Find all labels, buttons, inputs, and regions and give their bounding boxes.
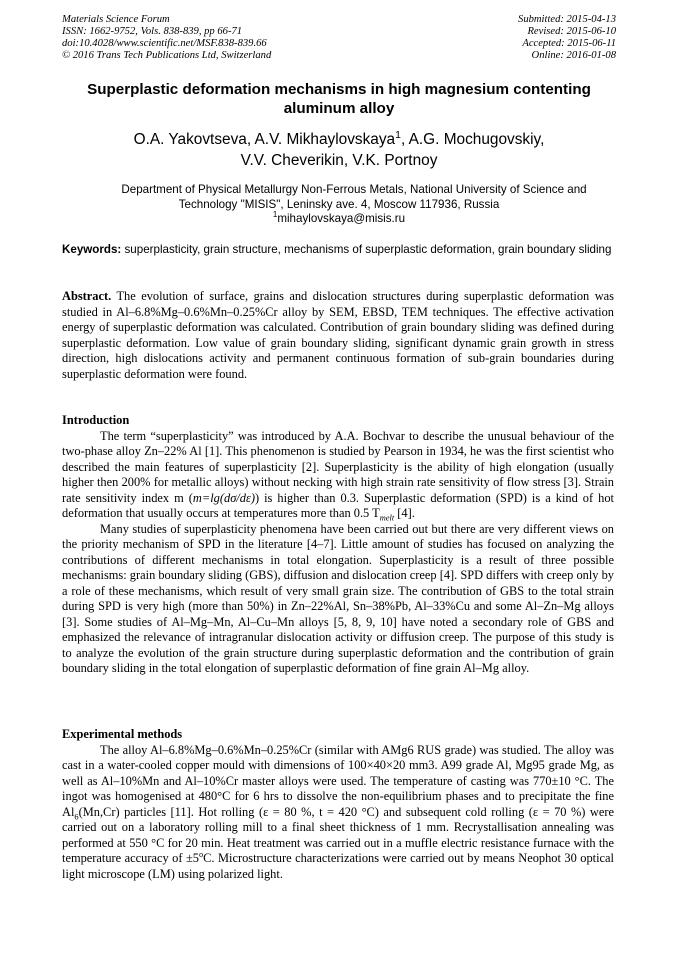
methods-section — [62, 727, 614, 882]
abstract-text: The evolution of surface, grains and dislocation structures during superplastic deformation was studied in Al–6.8%Mg–0.6%Mn–0.25%Cr alloy by SEM, EBSD, TEM techniques. The effective activation energy of superplastic deformation was calculated. Contribution of grain boundary sliding was defined during superplastic deformation. Low value of grain boundary sliding, significant dynamic grain growth in stress direction, high dislocations activity and permanent continuous formation of sub-grain boundaries during superplastic deformation were found. — [62, 289, 614, 381]
journal-name: Materials Science Forum — [62, 14, 170, 25]
email-affiliation-mark: 1 — [272, 210, 278, 220]
title-line-1: Superplastic deformation mechanisms in high magnesium contenting — [87, 81, 591, 98]
journal-info — [62, 14, 271, 62]
intro-p1-text-b: ) is higher than 0.3. Superplastic deformation (SPD) is a kind of hot deformation that usually occurs at temperatures more than 0.5 T — [62, 490, 614, 520]
affiliation — [62, 183, 616, 227]
introduction-paragraph-1 — [62, 429, 614, 522]
methods-p1-text-b: (Mn,Cr) particles [11]. Hot rolling (ε = 80 %, t = 420 °C) and subsequent cold rolling (ε = 70 %) were carried out on a laboratory rolling mill to a final sheet thickness of 1 mm. Recrystallisation annealing was performed at 550 °C for 20 min. Heat treatment was carried out in a muffle electric resistance furnace with the temperature accuracy of ±5 — [62, 804, 614, 865]
author-affiliation-mark: 1 — [395, 129, 401, 141]
keywords-block — [62, 242, 614, 258]
introduction-section — [62, 413, 614, 677]
email-address: mihaylovskaya@misis.ru — [277, 212, 406, 225]
keywords-text: superplasticity, grain structure, mechanisms of superplastic deformation, grain boundary sliding — [121, 243, 612, 256]
doi-line: doi:10.4028/www.scientific.net/MSF.838-839.66 — [62, 38, 267, 50]
strain-rate-formula: m=lg(dσ/dε) — [192, 490, 255, 505]
degree-superscript: o — [198, 848, 204, 859]
intro-p1-text-c: [4]. — [394, 506, 415, 520]
authors-names-b: , A.G. Mochugovskiy, — [400, 131, 545, 148]
abstract-label: Abstract. — [62, 289, 112, 303]
online-date: Online: 2016-01-08 — [531, 50, 616, 62]
author-list — [62, 129, 616, 171]
authors-line-2: V.V. Cheverikin, V.K. Portnoy — [240, 152, 438, 169]
affiliation-line-2: Technology "MISIS", Leninsky ave. 4, Moscow 117936, Russia — [178, 197, 500, 211]
submitted-date: Submitted: 2015-04-13 — [518, 14, 616, 25]
melt-subscript: melt — [379, 512, 395, 523]
publication-dates — [518, 14, 616, 62]
keywords-label: Keywords: — [62, 243, 122, 256]
introduction-paragraph-2: Many studies of superplasticity phenomena have been carried out but there are very different views on the priority mechanism of SPD in the literature [4–7]. Little amount of studies has focused on analyzing the contributions of different mechanisms in total elongation. Superplasticity is a result of three possible mechanisms: grain boundary sliding (GBS), diffusion and dislocation creep [4]. SPD differs with creep only by a role of these mechanisms, which result of very small grain size. The contribution of GBS to the total strain during SPD is very high (more than 50%) in Zn–22%Al, Sn–38%Pb, Al–33%Cu and some Al–Zn–Mg alloys [3]. Some studies of Al–Mg–Mn, Al–Cu–Mn alloys [5, 8, 9, 10] have noted a secondary role of GBS and emphasized the relevance of intragranular dislocation activity or diffusion creep. The purpose of this study is to analyze the evolution of the grain structure during superplastic deformation and the contribution of grain boundary sliding in the total elongation of superplastic deformation of fine grain Al–Mg alloy. — [62, 521, 614, 675]
methods-p1-text-a: The alloy Al–6.8%Mg–0.6%Mn–0.25%Cr (similar with AMg6 RUS grade) was studied. The alloy was cast in a water-cooled copper mould with dimensions of 100×40×20 mm3. A99 grade Al, Mg95 grade Mg, as well as Al–10%Mn and Al–10%Cr master alloys were used. The temperature of casting was 770±10 °C. The ingot was homogenised at 480°C for 6 hrs to dissolve the non-equilibrium phases and to precipitate the fine Al — [62, 742, 614, 819]
intro-p1-text-a: The term “superplasticity” was introduced by A.A. Bochvar to describe the unusual behaviour of the two-phase alloy Zn–22% Al [1]. This phenomenon is studied by Pearson in 1934, he was the first scientist who described the main features of superplasticity [2]. Superplasticity is the ability of high elongation (usually higher then 200% for metallic alloys) without necking with high strain rate sensitivity of flow stress [3]. Strain rate sensitivity index m ( — [62, 428, 614, 505]
abstract-block — [62, 289, 614, 382]
title-line-2: aluminum alloy — [283, 100, 395, 117]
revised-date: Revised: 2015-06-10 — [527, 26, 616, 38]
methods-p1-text-c: C. Microstructure characterizations were carried out by means Neophot 30 optical light microscope (LM) using polarized light. — [62, 851, 614, 881]
paper-title — [62, 80, 616, 118]
introduction-heading: Introduction — [62, 413, 130, 427]
copyright-line: © 2016 Trans Tech Publications Ltd, Switzerland — [62, 50, 272, 62]
issn-line: ISSN: 1662-9752, Vols. 838-839, pp 66-71 — [62, 26, 243, 38]
methods-paragraph-1 — [62, 743, 614, 883]
affiliation-line-1: Department of Physical Metallurgy Non-Ferrous Metals, National University of Science and — [121, 183, 587, 196]
authors-line-1 — [62, 129, 616, 150]
al6-subscript: 6 — [74, 810, 79, 821]
author-email — [62, 212, 616, 227]
methods-heading: Experimental methods — [62, 727, 183, 741]
accepted-date: Accepted: 2015-06-11 — [522, 38, 616, 50]
authors-names-a: O.A. Yakovtseva, A.V. Mikhaylovskaya — [133, 131, 396, 148]
